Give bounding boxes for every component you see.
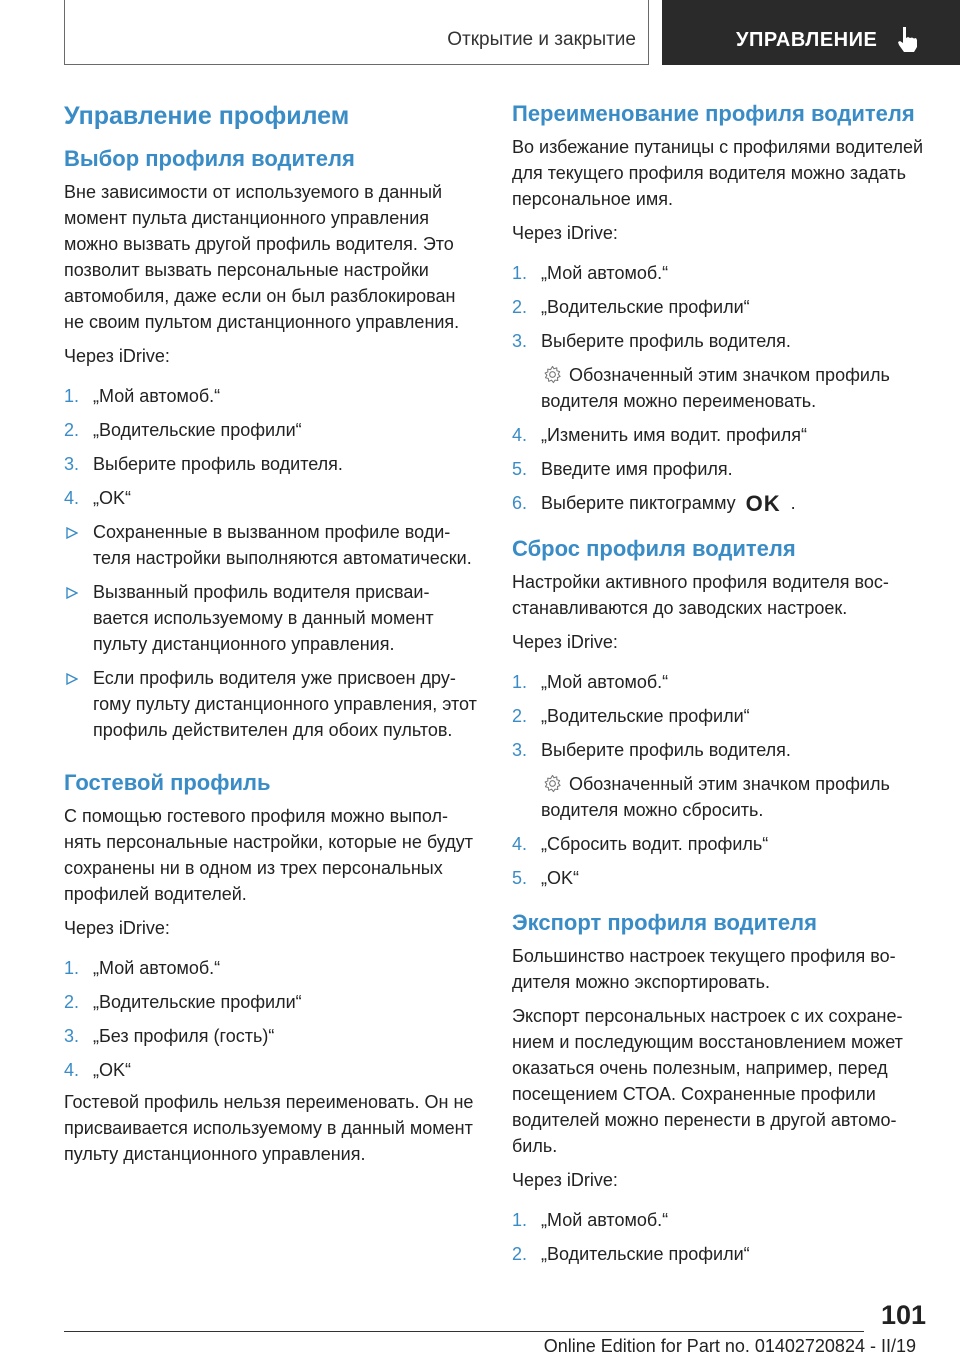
- reset-profile-heading: Сброс профиля водителя: [512, 536, 796, 561]
- guest-profile-heading: Гостевой профиль: [64, 770, 271, 795]
- result-triangle-icon: [66, 587, 78, 599]
- list-item: 6. Выберите пиктограмму OK .: [512, 491, 796, 516]
- result-item: Вызванный профиль водителя присваивается используемому в данный момент пульту дистанционного управления.: [64, 579, 478, 657]
- list-item: 2. „Водительские профили“: [512, 297, 750, 317]
- rename-profile-note: Обозначенный этим значком профиль водителя можно переименовать.: [541, 365, 890, 411]
- list-item: 5. „OK“: [512, 868, 579, 888]
- rename-profile-steps: [512, 260, 926, 354]
- list-item: 3. Выберите профиль водителя.: [512, 331, 791, 351]
- rename-profile-heading: Переименование профиля водителя: [512, 101, 915, 126]
- page-header: [0, 0, 960, 66]
- select-profile-heading: Выбор профиля водителя: [64, 146, 355, 171]
- select-profile-steps: [64, 383, 478, 511]
- list-item: 1. „Мой автомоб.“: [512, 1210, 669, 1230]
- reset-profile-steps-cont: [512, 831, 926, 891]
- list-item: 4. „OK“: [64, 1060, 131, 1080]
- via-idrive-label: Через iDrive:: [512, 223, 618, 243]
- reset-profile-steps: [512, 669, 926, 763]
- list-item: 4. „OK“: [64, 488, 131, 508]
- list-item: 2. „Водительские профили“: [64, 992, 302, 1012]
- reset-profile-note: Обозначенный этим значком профиль водителя можно сбросить.: [541, 774, 890, 820]
- guest-profile-steps: [64, 955, 478, 1083]
- main-title: Управление профилем: [64, 102, 350, 130]
- hand-pointer-icon: [895, 25, 919, 53]
- list-item: 3. Выберите профиль водителя.: [512, 740, 791, 760]
- chapter-title: Открытие и закрытие: [447, 29, 636, 50]
- list-item: 4. „Сбросить водит. профиль“: [512, 834, 769, 854]
- list-item: 1. „Мой автомоб.“: [512, 263, 669, 283]
- via-idrive-label: Через iDrive:: [64, 346, 170, 366]
- list-item: 2. „Водительские профили“: [64, 420, 302, 440]
- list-item: 2. „Водительские профили“: [512, 1244, 750, 1264]
- chapter-tab: [64, 0, 649, 65]
- via-idrive-label: Через iDrive:: [64, 918, 170, 938]
- gear-icon: [543, 365, 562, 384]
- list-item: 2. „Водительские профили“: [512, 706, 750, 726]
- select-profile-results: [64, 519, 478, 743]
- export-profile-heading: Экспорт профиля водителя: [512, 910, 817, 935]
- left-column: [64, 100, 478, 1175]
- rename-profile-paragraph: Во избежание путаницы с профилями водителей для текущего профиля водителя можно задать персональное имя.: [512, 137, 924, 209]
- guest-profile-note: Гостевой профиль нельзя переименовать. Он не присваивается используемому в данный момент пульту дистанционного управления.: [64, 1092, 474, 1164]
- right-column: [512, 100, 926, 1275]
- edition-note: Online Edition for Part no. 01402720824 - II/19: [543, 1336, 916, 1356]
- export-profile-paragraph-2: Экспорт персональных настроек с их сохранением и последующим восстановлением может оказаться очень полезным, например, перед посещением СТОА. Сохраненные профили водителей можно перенести в другой автомобиль.: [512, 1006, 903, 1156]
- list-item: 3. „Без профиля (гость)“: [64, 1026, 275, 1046]
- rename-profile-steps-cont: [512, 422, 926, 517]
- list-item: 1. „Мой автомоб.“: [512, 672, 669, 692]
- list-item: 4. „Изменить имя водит. профиля“: [512, 425, 808, 445]
- reset-profile-paragraph: Настройки активного профиля водителя восстанавливаются до заводских настроек.: [512, 572, 889, 618]
- result-triangle-icon: [66, 673, 78, 685]
- section-title: УПРАВЛЕНИЕ: [736, 29, 878, 51]
- ok-pictogram: OK: [745, 491, 781, 516]
- list-item: 1. „Мой автомоб.“: [64, 958, 221, 978]
- list-item: 3. Выберите профиль водителя.: [64, 454, 343, 474]
- export-profile-steps: [512, 1207, 926, 1267]
- export-profile-paragraph-1: Большинство настроек текущего профиля водителя можно экспортировать.: [512, 946, 896, 992]
- result-triangle-icon: [66, 527, 78, 539]
- result-item: Если профиль водителя уже присвоен другому пульту дистанционного управления, этот профиль действителен для обоих пультов.: [64, 665, 478, 743]
- result-item: Сохраненные в вызванном профиле водителя настройки выполняются автоматически.: [64, 519, 478, 571]
- via-idrive-label: Через iDrive:: [512, 632, 618, 652]
- section-tab: [662, 0, 960, 65]
- page-number: 101: [880, 1300, 926, 1330]
- footer-divider: [64, 1331, 864, 1332]
- select-profile-paragraph: Вне зависимости от используемого в данный момент пульта дистанционного управления можно вызвать другой профиль водителя. Это позволит вызвать персональные настройки автомобиля, даже если он был разблокирован не своим пультом дистанционного управления.: [64, 182, 460, 332]
- via-idrive-label: Через iDrive:: [512, 1170, 618, 1190]
- guest-profile-paragraph: С помощью гостевого профиля можно выполнять персональные настройки, которые не будут сохранены ни в одном из трех персональных профилей водителей.: [64, 806, 473, 904]
- list-item: 5. Введите имя профиля.: [512, 459, 733, 479]
- gear-icon: [543, 774, 562, 793]
- list-item: 1. „Мой автомоб.“: [64, 386, 221, 406]
